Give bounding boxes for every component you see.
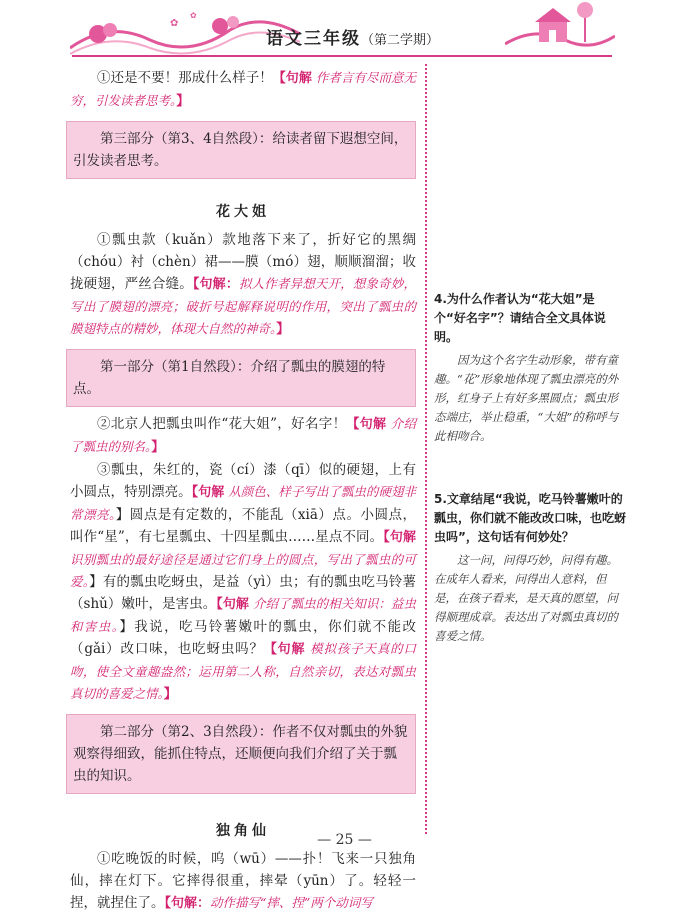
annotation-tag: 【句解： (192, 277, 239, 292)
summary-box: 第一部分（第1自然段）：介绍了瓢虫的膜翅的特点。 (66, 349, 416, 407)
column-divider (425, 64, 427, 834)
paragraph: ①吃晚饭的时候，呜（wū）——扑！飞来一只独角仙，摔在灯下。它摔得很重，摔晕（yūn）了。轻轻一捏，就捏住了。【句解：动作描写“摔、捏”两个动词写 (70, 851, 416, 911)
question-4 (434, 290, 626, 446)
header-title: 语文三年级（第二学期） (266, 29, 440, 49)
answer-text: 因为这个名字生动形象，带有童趣。“花”形象地体现了瓢虫漂亮的外形，红身子上有好多黑圆点；瓢虫形态端庄，举止稳重，“大姐”的称呼与此相吻合。 (434, 353, 619, 443)
page-number: — 25 — (317, 832, 372, 848)
annotation-note: 介绍了瓢虫的相关知识：益虫和害虫。 (70, 596, 416, 634)
annotation-tag: 【句解 (346, 417, 387, 432)
annotation-tag: 【句解 (263, 642, 306, 657)
annotation-note: 拟人作者异想天开，想象奇妙，写出了膜翅的漂亮；破折号起解释说明的作用，突出了瓢虫的膜翅特点的精妙，体现大自然的神奇。 (70, 276, 416, 336)
main-column (70, 67, 416, 915)
annotation-tag: 【句解： (164, 896, 211, 911)
question-text: 4.为什么作者认为“花大姐”是个“好名字”？请结合全文具体说明。 (434, 292, 606, 344)
section-title: 独角仙 (216, 823, 270, 839)
svg-text:✿: ✿ (170, 18, 179, 29)
annotation-tag: 【句解 (383, 530, 416, 545)
summary-box: 第二部分（第2、3自然段）：作者不仅对瓢虫的外貌观察得细致，能抓住特点，还顺便向我们介绍了关于瓢虫的知识。 (66, 714, 416, 794)
paragraph: ①瓢虫款（kuǎn）款地落下来了，折好它的黑绸（chóu）衬（chèn）裙——膜（mó）翅，顺顺溜溜；收拢硬翅，严丝合缝。【句解：拟人作者异想天开，想象奇妙，写出了膜翅的漂亮；破折号起解释说明的作用，突出了瓢虫的膜翅特点的精妙，体现大自然的神奇。】 (70, 232, 416, 337)
annotation-note: 作者言有尽而意无穷，引发读者思考。 (70, 70, 416, 108)
annotation-tag: 【句解 (191, 485, 225, 500)
annotation-tag: 【句解 (272, 71, 312, 86)
annotation-tag: 【句解 (216, 597, 249, 612)
annotation-note: 识别瓢虫的最好途径是通过它们身上的圆点，写出了瓢虫的可爱。 (70, 552, 416, 589)
summary-box: 第三部分（第3、4自然段）：给读者留下遐想空间，引发读者思考。 (66, 121, 416, 179)
header-subtitle: （第二学期） (361, 33, 440, 48)
annotation-note: 动作描写“摔、捏”两个动词写 (210, 895, 373, 910)
paragraph: ②北京人把瓢虫叫作“花大姐”，好名字！【句解 介绍了瓢虫的别名。】 (70, 416, 416, 455)
section-title: 花大姐 (216, 204, 270, 220)
annotation-note: 从颜色、样子写出了瓢虫的硬翅非常漂亮。 (70, 484, 416, 522)
header-rule (72, 55, 612, 57)
question-5 (434, 490, 626, 646)
header-decoration-right (505, 0, 615, 60)
annotation-note: 介绍了瓢虫的别名。 (70, 416, 416, 454)
annotation-note: 模拟孩子天真的口吻，使全文童趣盎然；运用第二人称，自然亲切，表达对瓢虫真切的喜爱之情。 (70, 641, 416, 701)
page-header (0, 0, 689, 70)
question-text: 5.文章结尾“我说，吃马铃薯嫩叶的瓢虫，你们就不能改改口味，也吃蚜虫吗”，这句话有何妙处？ (434, 492, 627, 544)
paragraph: ③瓢虫，朱红的，瓷（cí）漆（qī）似的硬翅，上有小圆点，特别漂亮。【句解 从颜色、样子写出了瓢虫的硬翅非常漂亮。】圆点是有定数的，不能乱（xiā）点。小圆点，叫作“星”，有七星瓢虫、十四星瓢虫……星点不同。【句解 识别瓢虫的最好途径是通过它们身上的圆点，写出了瓢虫的可爱。】有的瓢虫吃蚜虫，是益（yì）虫；有的瓢虫吃马铃薯（shǔ）嫩叶，是害虫。【句解 介绍了瓢虫的相关知识：益虫和害虫。】我说，吃马铃薯嫩叶的瓢虫，你们就不能改（gǎi）改口味，也吃蚜虫吗？【句解 模拟孩子天真的口吻，使全文童趣盎然；运用第二人称，自然亲切，表达对瓢虫真切的喜爱之情。】 (70, 462, 416, 702)
paragraph: ①还是不要！那成什么样子！【句解 作者言有尽而意无穷，引发读者思考。】 (70, 70, 416, 109)
svg-text:✿: ✿ (190, 11, 197, 20)
answer-text: 这一问，问得巧妙，问得有趣。在成年人看来，问得出人意料，但是，在孩子看来，是天真的愿望，问得顺理成章。表达出了对瓢虫真切的喜爱之情。 (434, 553, 618, 643)
